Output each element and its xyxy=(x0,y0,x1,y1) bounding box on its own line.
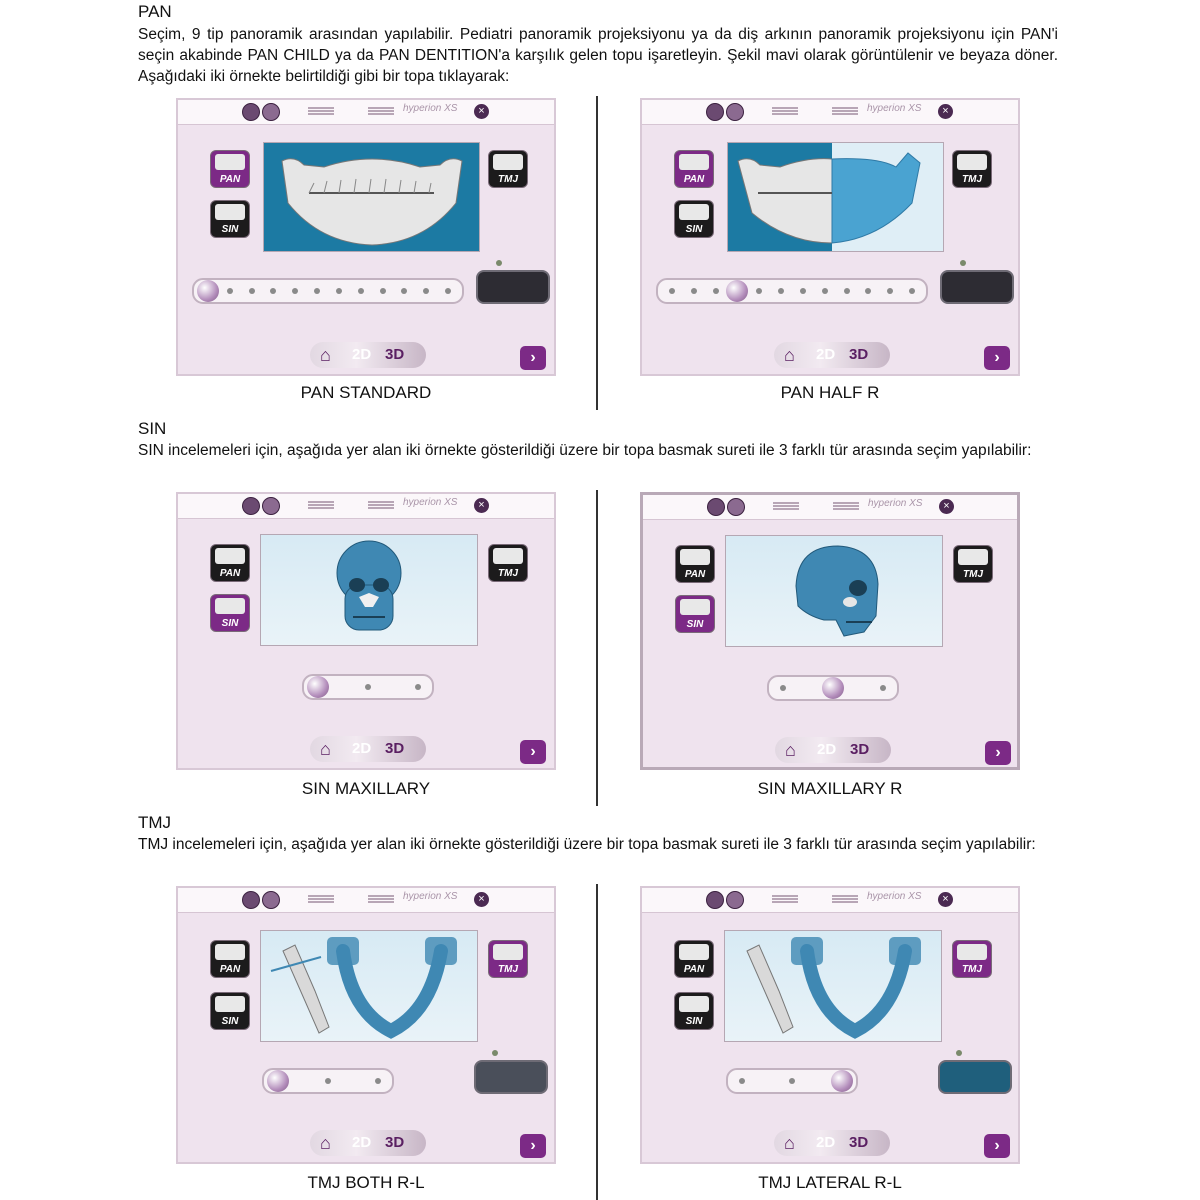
3d-button[interactable]: 3D xyxy=(385,1134,405,1151)
slider-knob[interactable] xyxy=(197,280,219,302)
slider-position-dot[interactable] xyxy=(270,288,276,294)
caption-tmj-both: TMJ BOTH R-L xyxy=(307,1173,425,1192)
top-toolbar xyxy=(178,100,554,125)
toolbar-icon[interactable] xyxy=(727,498,745,516)
brand-logo: hyperion XS xyxy=(403,103,458,114)
mouth-mode-button[interactable] xyxy=(474,1060,548,1094)
top-toolbar xyxy=(643,495,1017,520)
3d-button[interactable]: 3D xyxy=(850,741,870,758)
slider-position-dot[interactable] xyxy=(423,288,429,294)
slider-position-dot[interactable] xyxy=(887,288,893,294)
slider-knob[interactable] xyxy=(307,676,329,698)
status-led xyxy=(492,1050,498,1056)
tmj-jaw-image xyxy=(725,931,941,1041)
sin-button[interactable]: SIN xyxy=(210,594,250,632)
brand-logo: hyperion XS xyxy=(867,103,922,114)
dentition-mode-button[interactable] xyxy=(476,270,550,304)
close-icon[interactable]: × xyxy=(474,892,489,907)
next-arrow-icon[interactable]: › xyxy=(520,346,546,370)
toolbar-text-icon xyxy=(772,106,798,118)
slider-position-dot[interactable] xyxy=(314,288,320,294)
home-icon[interactable]: ⌂ xyxy=(320,345,331,365)
close-icon[interactable]: × xyxy=(474,498,489,513)
slider-position-dot[interactable] xyxy=(669,288,675,294)
mouth-mode-button[interactable] xyxy=(938,1060,1012,1094)
screenshot-sin-maxillary-r xyxy=(640,492,1020,770)
status-led xyxy=(496,260,502,266)
top-toolbar xyxy=(642,888,1018,913)
toolbar-icon[interactable] xyxy=(262,497,280,515)
section-title-tmj: TMJ xyxy=(138,813,172,832)
slider-position-dot[interactable] xyxy=(691,288,697,294)
3d-button[interactable]: 3D xyxy=(385,346,405,363)
panoramic-type-slider[interactable] xyxy=(192,278,464,304)
column-divider xyxy=(596,884,598,1200)
top-toolbar xyxy=(178,888,554,913)
toolbar-icon[interactable] xyxy=(242,497,260,515)
close-icon[interactable]: × xyxy=(938,104,953,119)
slider-position-dot[interactable] xyxy=(844,288,850,294)
screenshot-tmj-lateral xyxy=(640,886,1020,1164)
pan-button[interactable]: PAN xyxy=(210,940,250,978)
image-viewer xyxy=(260,534,478,646)
toolbar-icon[interactable] xyxy=(726,103,744,121)
toolbar-icon[interactable] xyxy=(706,891,724,909)
sin-button[interactable]: SIN xyxy=(210,200,250,238)
image-viewer xyxy=(727,142,944,252)
next-arrow-icon[interactable]: › xyxy=(520,740,546,764)
pan-button[interactable]: PAN xyxy=(675,545,715,583)
brand-logo: hyperion XS xyxy=(403,891,458,902)
image-viewer xyxy=(260,930,478,1042)
dimension-toggle[interactable] xyxy=(774,342,890,368)
toolbar-text-icon xyxy=(832,106,858,118)
slider-position-dot[interactable] xyxy=(880,685,886,691)
2d-button[interactable]: 2D xyxy=(817,741,837,758)
toolbar-text-icon xyxy=(773,501,799,513)
slider-position-dot[interactable] xyxy=(375,1078,381,1084)
skull-front-image xyxy=(261,535,477,645)
home-icon[interactable]: ⌂ xyxy=(320,1133,331,1153)
tmj-jaw-image xyxy=(261,931,477,1041)
section-text-tmj: TMJ incelemeleri için, aşağıda yer alan iki örnekte gösterildiği üzere bir topa basmak sureti ile 3 farklı tür arasında seçim yapılabilir: xyxy=(138,836,1036,853)
image-viewer xyxy=(724,930,942,1042)
slider-position-dot[interactable] xyxy=(365,684,371,690)
2d-button[interactable]: 2D xyxy=(352,346,372,363)
close-icon[interactable]: × xyxy=(939,499,954,514)
section-text-pan: Seçim, 9 tip panoramik arasından yapılabilir. Pediatri panoramik projeksiyonu ya da diş arkının panoramik projeksiyonu için PAN'i seçin akabinde PAN CHILD ya da PAN DENTITION'a karşılık gelen topu işaretleyin. Şekil mavi olarak görüntülenir ve beyaza döner. Aşağıdaki iki örnekte belirtildiği gibi bir topa tıklayarak: xyxy=(138,26,1058,85)
slider-position-dot[interactable] xyxy=(756,288,762,294)
tmj-button[interactable]: TMJ xyxy=(488,150,528,188)
home-icon[interactable]: ⌂ xyxy=(320,739,331,759)
slider-position-dot[interactable] xyxy=(778,288,784,294)
toolbar-text-icon xyxy=(308,894,334,906)
slider-position-dot[interactable] xyxy=(780,685,786,691)
slider-knob[interactable] xyxy=(267,1070,289,1092)
toolbar-text-icon xyxy=(308,500,334,512)
slider-position-dot[interactable] xyxy=(292,288,298,294)
slider-knob[interactable] xyxy=(822,677,844,699)
section-text-sin: SIN incelemeleri için, aşağıda yer alan iki örnekte gösterildiği üzere bir topa basmak sureti ile 3 farklı tür arasında seçim yapılabilir: xyxy=(138,442,1032,459)
section-title-pan: PAN xyxy=(138,2,172,21)
image-viewer xyxy=(725,535,943,647)
dimension-toggle[interactable] xyxy=(774,1130,890,1156)
dimension-toggle[interactable] xyxy=(310,1130,426,1156)
toolbar-text-icon xyxy=(833,501,859,513)
pan-button[interactable]: PAN xyxy=(210,150,250,188)
caption-sin-maxillary-r: SIN MAXILLARY R xyxy=(757,779,903,798)
close-icon[interactable]: × xyxy=(474,104,489,119)
sin-type-slider[interactable] xyxy=(767,675,899,701)
toolbar-icon[interactable] xyxy=(706,103,724,121)
dimension-toggle[interactable] xyxy=(775,737,891,763)
caption-pan-half-r: PAN HALF R xyxy=(780,383,880,402)
2d-button[interactable]: 2D xyxy=(816,346,836,363)
home-icon[interactable]: ⌂ xyxy=(784,1133,795,1153)
next-arrow-icon[interactable]: › xyxy=(984,346,1010,370)
2d-button[interactable]: 2D xyxy=(816,1134,836,1151)
caption-tmj-lateral: TMJ LATERAL R-L xyxy=(758,1173,902,1192)
brand-logo: hyperion XS xyxy=(868,498,923,509)
sin-button[interactable]: SIN xyxy=(675,595,715,633)
toolbar-icon[interactable] xyxy=(262,103,280,121)
tmj-button[interactable]: TMJ xyxy=(953,545,993,583)
toolbar-icon[interactable] xyxy=(242,103,260,121)
tmj-button[interactable]: TMJ xyxy=(488,940,528,978)
status-led xyxy=(956,1050,962,1056)
caption-sin-maxillary: SIN MAXILLARY xyxy=(301,779,431,798)
brand-logo: hyperion XS xyxy=(403,497,458,508)
panoramic-jaw-half-image xyxy=(728,143,943,251)
toolbar-text-icon xyxy=(368,106,394,118)
slider-position-dot[interactable] xyxy=(800,288,806,294)
toolbar-icon[interactable] xyxy=(242,891,260,909)
slider-position-dot[interactable] xyxy=(358,288,364,294)
slider-knob[interactable] xyxy=(831,1070,853,1092)
slider-position-dot[interactable] xyxy=(336,288,342,294)
toolbar-icon[interactable] xyxy=(707,498,725,516)
toolbar-icon[interactable] xyxy=(262,891,280,909)
slider-position-dot[interactable] xyxy=(789,1078,795,1084)
column-divider xyxy=(596,490,598,806)
slider-position-dot[interactable] xyxy=(822,288,828,294)
toolbar-icon[interactable] xyxy=(726,891,744,909)
2d-button[interactable]: 2D xyxy=(352,740,372,757)
slider-position-dot[interactable] xyxy=(227,288,233,294)
slider-position-dot[interactable] xyxy=(909,288,915,294)
slider-position-dot[interactable] xyxy=(713,288,719,294)
section-title-sin: SIN xyxy=(138,419,167,438)
slider-position-dot[interactable] xyxy=(325,1078,331,1084)
3d-button[interactable]: 3D xyxy=(385,740,405,757)
tmj-button[interactable]: TMJ xyxy=(952,150,992,188)
home-icon[interactable]: ⌂ xyxy=(784,345,795,365)
tmj-button[interactable]: TMJ xyxy=(952,940,992,978)
pan-button[interactable]: PAN xyxy=(674,940,714,978)
home-icon[interactable]: ⌂ xyxy=(785,740,796,760)
caption-pan-standard: PAN STANDARD xyxy=(300,383,432,402)
screenshot-pan-standard xyxy=(176,98,556,376)
slider-knob[interactable] xyxy=(726,280,748,302)
skull-side-image xyxy=(726,536,942,646)
toolbar-text-icon xyxy=(832,894,858,906)
image-viewer xyxy=(263,142,480,252)
toolbar-text-icon xyxy=(772,894,798,906)
3d-button[interactable]: 3D xyxy=(849,346,869,363)
dimension-toggle[interactable] xyxy=(310,342,426,368)
close-icon[interactable]: × xyxy=(938,892,953,907)
pan-button[interactable]: PAN xyxy=(674,150,714,188)
slider-position-dot[interactable] xyxy=(380,288,386,294)
sin-button[interactable]: SIN xyxy=(674,992,714,1030)
2d-button[interactable]: 2D xyxy=(352,1134,372,1151)
3d-button[interactable]: 3D xyxy=(849,1134,869,1151)
screenshot-sin-maxillary xyxy=(176,492,556,770)
sin-button[interactable]: SIN xyxy=(210,992,250,1030)
screenshot-tmj-both xyxy=(176,886,556,1164)
brand-logo: hyperion XS xyxy=(867,891,922,902)
tmj-type-slider[interactable] xyxy=(726,1068,858,1094)
panoramic-jaw-image xyxy=(264,143,479,251)
toolbar-text-icon xyxy=(368,894,394,906)
tmj-type-slider[interactable] xyxy=(262,1068,394,1094)
slider-position-dot[interactable] xyxy=(249,288,255,294)
panoramic-type-slider[interactable] xyxy=(656,278,928,304)
sin-type-slider[interactable] xyxy=(302,674,434,700)
screenshot-pan-half-r xyxy=(640,98,1020,376)
next-arrow-icon[interactable]: › xyxy=(985,741,1011,765)
next-arrow-icon[interactable]: › xyxy=(520,1134,546,1158)
column-divider xyxy=(596,96,598,410)
slider-position-dot[interactable] xyxy=(739,1078,745,1084)
dimension-toggle[interactable] xyxy=(310,736,426,762)
next-arrow-icon[interactable]: › xyxy=(984,1134,1010,1158)
status-led xyxy=(960,260,966,266)
slider-position-dot[interactable] xyxy=(865,288,871,294)
tmj-button[interactable]: TMJ xyxy=(488,544,528,582)
slider-position-dot[interactable] xyxy=(401,288,407,294)
toolbar-text-icon xyxy=(368,500,394,512)
slider-position-dot[interactable] xyxy=(415,684,421,690)
toolbar-text-icon xyxy=(308,106,334,118)
sin-button[interactable]: SIN xyxy=(674,200,714,238)
slider-position-dot[interactable] xyxy=(445,288,451,294)
top-toolbar xyxy=(642,100,1018,125)
dentition-mode-button[interactable] xyxy=(940,270,1014,304)
pan-button[interactable]: PAN xyxy=(210,544,250,582)
top-toolbar xyxy=(178,494,554,519)
